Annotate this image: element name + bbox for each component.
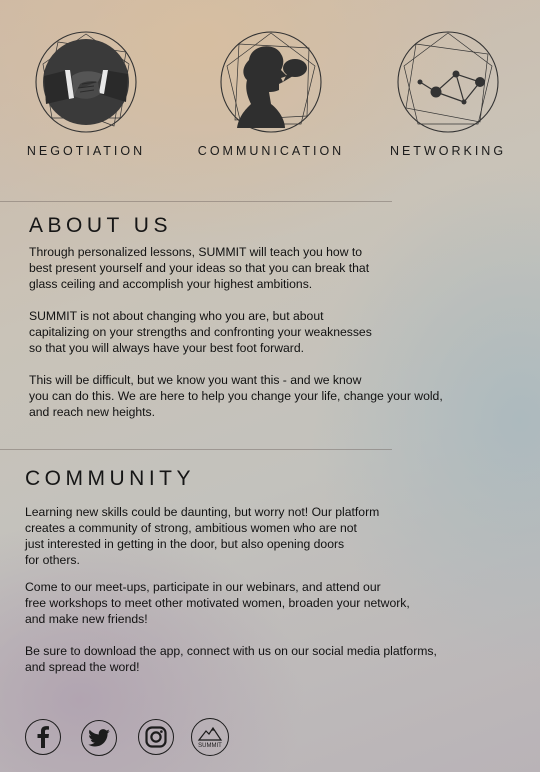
twitter-icon[interactable]	[81, 720, 117, 756]
speaking-woman-icon	[219, 30, 323, 134]
handshake-icon	[34, 30, 138, 134]
skill-label-communication: COMMUNICATION	[197, 144, 345, 158]
about-paragraph-1: Through personalized lessons, SUMMIT will teach you how to best present yourself and your ideas so that you can break that glass ceiling and accomplish your highest ambitions.	[29, 245, 370, 291]
about-paragraph-2: SUMMIT is not about changing who you are, but about capitalizing on your strengths and confronting your weaknesses so that you will always have your best foot forward.	[29, 309, 372, 355]
community-paragraph-3: Be sure to download the app, connect with us on our social media platforms, and spread the word!	[25, 644, 437, 674]
skill-negotiation	[6, 30, 166, 158]
skill-communication	[191, 30, 351, 158]
skill-label-negotiation: NEGOTIATION	[26, 144, 146, 158]
divider-middle	[0, 449, 392, 450]
community-heading: COMMUNITY	[25, 467, 195, 490]
about-heading: ABOUT US	[29, 214, 172, 237]
summit-logo-icon[interactable]	[191, 718, 229, 756]
instagram-icon[interactable]	[138, 719, 174, 755]
skill-label-networking: NETWORKING	[389, 144, 507, 158]
community-paragraph-2: Come to our meet-ups, participate in our webinars, and attend our free workshops to meet other motivated women, broaden your network, and make new friends!	[25, 580, 410, 626]
about-paragraph-3: This will be difficult, but we know you want this - and we know you can do this. We are here to help you change your life, change your wold, and reach new heights.	[29, 373, 443, 419]
divider-top	[0, 201, 392, 202]
network-nodes-icon	[396, 30, 500, 134]
community-paragraph-1: Learning new skills could be daunting, but worry not! Our platform creates a community of strong, ambitious women who are not just interested in getting in the door, but also opening doors for others.	[25, 505, 380, 567]
skill-networking	[368, 30, 528, 158]
summit-logo-text: SUMMIT	[198, 743, 222, 749]
facebook-icon[interactable]	[25, 719, 61, 755]
